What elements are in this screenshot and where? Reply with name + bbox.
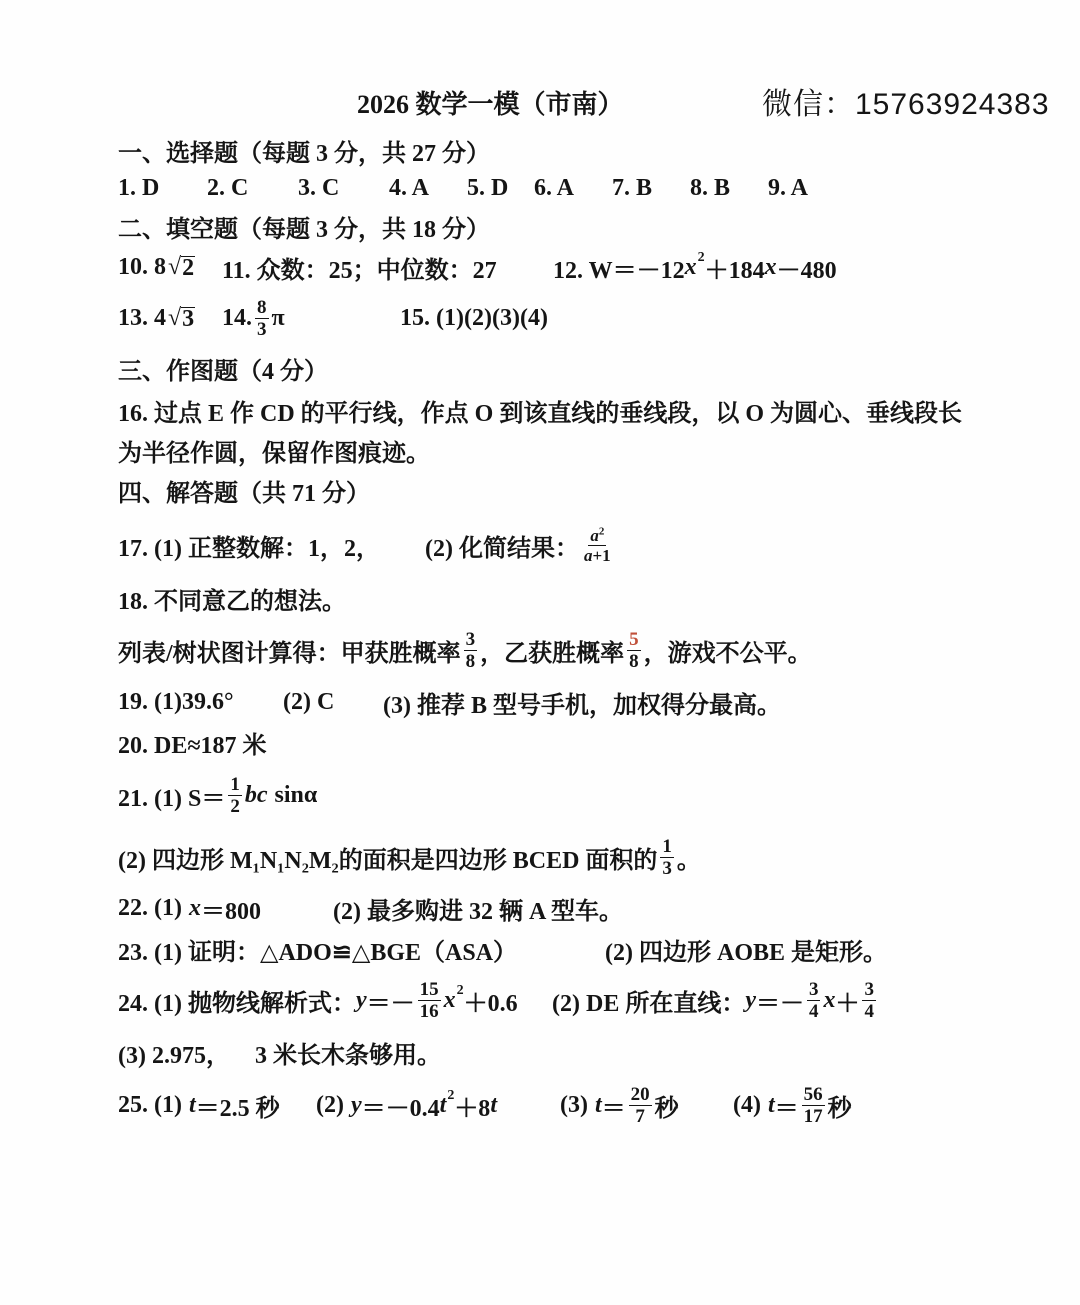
radicand-q10: 2: [182, 254, 195, 281]
answer-q12-lead: 12. W＝－12: [553, 257, 685, 284]
answer-q22-part2: (2) 最多购进 32 辆 A 型车。: [333, 898, 623, 925]
answer-q21-row-2: [0, 835, 1080, 879]
answer-q24-line-eq: ＝－: [755, 990, 804, 1017]
answer-q21-part2: [118, 835, 701, 879]
answer-choice-9: 9. A: [768, 174, 809, 201]
fraction-denominator: 3: [257, 318, 267, 340]
answer-q13-label: 13. 4: [118, 304, 166, 331]
denominator-tail: +1: [592, 545, 611, 565]
section-choice-heading-row: [0, 135, 1080, 165]
fraction-numerator: 20: [630, 1083, 650, 1105]
fraction-q24-intercept: [862, 980, 876, 1021]
fraction-q21-third: [660, 837, 674, 878]
answer-q25-p1-lead: 25. (1): [118, 1091, 182, 1118]
answer-q19-row: [0, 687, 1080, 717]
answer-q13: [118, 303, 195, 333]
answer-q18-row: [0, 583, 1080, 613]
answer-q24-part3-row: [0, 1037, 1080, 1067]
fraction-denominator: 16: [419, 1000, 439, 1022]
section-solve-heading-row: [0, 475, 1080, 505]
answer-q20: 20. DE≈187 米: [118, 732, 267, 759]
answer-q12: [553, 252, 837, 282]
fraction-denominator: 3: [662, 857, 672, 879]
answer-q18-tail: ，游戏不公平。: [643, 640, 812, 667]
answer-q14: [222, 296, 285, 340]
fraction-q24-slope: [807, 980, 821, 1021]
answer-q25-p2-exponent: 2: [447, 1088, 455, 1103]
fraction-denominator: 8: [629, 650, 639, 672]
fraction-denominator: 8: [465, 650, 476, 672]
fraction-numerator: [588, 524, 606, 546]
answer-choice-2: 2. C: [207, 174, 249, 201]
answer-q10-label: 10. 8: [118, 253, 166, 280]
fraction-numerator: 56: [803, 1083, 823, 1105]
answer-q24-line-plus: ＋: [835, 990, 860, 1017]
answer-q22-part1: [118, 893, 261, 923]
answer-q12-var2: x: [764, 253, 777, 280]
answer-q21-part2-lead: (2) 四边形 M₁N₁N₂M₂的面积是四边形 BCED 面积的: [118, 847, 658, 874]
answer-choice-5: 5. D: [467, 174, 509, 201]
answer-q22-lead: 22. (1): [118, 894, 182, 921]
answer-q24-row: [0, 978, 1080, 1022]
answer-q17-row: [0, 524, 1080, 565]
answer-q25-p4-eq: ＝: [774, 1095, 799, 1122]
answer-q25-p1-value: ＝2.5 秒: [195, 1095, 280, 1122]
denominator-var: a: [583, 545, 593, 565]
fraction-numerator: 15: [419, 978, 439, 1000]
answer-q23-row: [0, 934, 1080, 964]
answer-q16-row-2: [0, 435, 1080, 465]
answer-q25-p4-lead: (4): [733, 1091, 761, 1118]
answer-q11: 11. 众数：25；中位数：27: [222, 257, 497, 284]
answer-q24-eq: ＝－: [366, 990, 415, 1017]
section-heading-drawing: 三、作图题（4 分）: [118, 358, 328, 385]
answer-q24-y: y: [355, 986, 367, 1013]
answer-q12-var: x: [684, 253, 697, 280]
fraction-q21-half: [228, 775, 242, 816]
answer-q22-var: x: [188, 894, 201, 921]
answer-q14-label: 14.: [222, 304, 252, 331]
answer-q18-lead: 列表/树状图计算得：甲获胜概率: [118, 640, 461, 667]
fraction-numerator: 5: [629, 628, 639, 650]
answer-q25-p1-var: t: [188, 1091, 196, 1118]
answer-q24-part1: [118, 978, 518, 1022]
answer-q18: 18. 不同意乙的想法。: [118, 588, 346, 615]
answer-q23-part1: 23. (1) 证明：△ADO≌△BGE（ASA）: [118, 939, 518, 966]
sqrt-q10: [168, 254, 195, 281]
answer-q24-exponent: 2: [456, 983, 464, 998]
answer-q24-line-y: y: [745, 986, 756, 1013]
answer-q16-row-1: [0, 395, 1080, 425]
fill-answers-row-1: [0, 252, 1080, 282]
answer-q12-tail: －480: [776, 257, 837, 284]
answer-q12-mid: ＋184: [704, 257, 765, 284]
answer-q25-row: [0, 1083, 1080, 1127]
answer-q16-line-1: 16. 过点 E 作 CD 的平行线，作点 O 到该直线的垂线段，以 O 为圆心、垂线段长: [118, 400, 963, 427]
fraction-numerator: 3: [864, 978, 874, 1000]
answer-q24-part2: [552, 978, 879, 1022]
answer-choice-6: 6. A: [534, 174, 575, 201]
numerator-exponent: 2: [598, 524, 605, 537]
answer-q18-mid: ，乙获胜概率: [480, 640, 625, 667]
answer-q17-part2: [425, 524, 616, 565]
answer-q17-part1: 17. (1) 正整数解：1，2，: [118, 535, 380, 562]
section-heading-choice: 一、选择题（每题 3 分，共 27 分）: [118, 140, 490, 167]
fraction-q24-coef: [418, 980, 441, 1021]
fraction-denominator: 17: [803, 1105, 823, 1127]
answer-q25-p3-lead: (3): [560, 1091, 588, 1118]
page-title: 2026 数学一模（市南）: [357, 90, 624, 119]
answer-q22-value: ＝800: [200, 898, 261, 925]
radicand-q13: 3: [182, 305, 195, 332]
fraction-numerator: 8: [257, 296, 267, 318]
answer-q25-p3-eq: ＝: [601, 1095, 626, 1122]
answer-q17-part2-label: (2) 化简结果：: [425, 535, 579, 562]
answer-q23-part2: (2) 四边形 AOBE 是矩形。: [605, 939, 887, 966]
answer-q21-part2-tail: 。: [676, 847, 701, 874]
fraction-numerator: 3: [808, 978, 819, 1000]
answer-q25-p4-unit: 秒: [827, 1095, 852, 1122]
answer-q14-pi: π: [271, 304, 285, 331]
answer-q21-sine: sinα: [274, 781, 318, 808]
answer-choice-8: 8. B: [690, 174, 731, 201]
answer-q24-const: ＋0.6: [463, 990, 518, 1017]
radical-sign: √: [168, 253, 182, 280]
answer-q24-part3-conclusion: 3 米长木条够用。: [255, 1042, 441, 1069]
numerator-var: a: [590, 525, 599, 545]
answer-q12-exponent: 2: [697, 250, 705, 265]
answer-q19-part1: 19. (1)39.6°: [118, 688, 234, 715]
answer-q25-part4: [733, 1083, 852, 1127]
section-heading-solve: 四、解答题（共 71 分）: [118, 480, 370, 507]
fill-answers-row-2: [0, 296, 1080, 340]
answer-q25-part2: [316, 1090, 497, 1120]
fraction-numerator: 1: [662, 835, 672, 857]
answer-q25-part1: [118, 1090, 280, 1120]
answer-q10: [118, 252, 195, 282]
radical-sign: √: [168, 304, 182, 331]
answer-q18-detail: [118, 628, 812, 672]
fraction-denominator: 2: [230, 795, 240, 817]
answer-q16-line-2: 为半径作圆，保留作图痕迹。: [118, 440, 430, 467]
answer-q24-line-x: x: [823, 986, 836, 1013]
fraction-denominator: 7: [635, 1105, 645, 1127]
fraction-q17: [582, 524, 613, 565]
answer-choice-1: 1. D: [118, 174, 160, 201]
answer-choice-7: 7. B: [612, 174, 653, 201]
answer-q19-part3: (3) 推荐 B 型号手机，加权得分最高。: [383, 692, 781, 719]
fraction-denominator: 4: [864, 1000, 874, 1022]
answer-q21-part1-lead: 21. (1) S＝: [118, 785, 226, 812]
sqrt-q13: [168, 305, 195, 332]
answer-q25-p2-mid: ＝－0.4: [361, 1095, 440, 1122]
answer-q25-p4-var: t: [767, 1091, 775, 1118]
fraction-q25-p3: [629, 1085, 652, 1126]
fraction-numerator: 3: [465, 628, 476, 650]
answer-q21-part1: [118, 773, 318, 817]
answer-q19-part2: (2) C: [283, 688, 335, 715]
fraction-numerator: 1: [230, 773, 240, 795]
answer-q21-row-1: [0, 773, 1080, 817]
answer-q15: 15. (1)(2)(3)(4): [400, 304, 548, 331]
answer-q22-row: [0, 893, 1080, 923]
answer-q25-part3: [560, 1083, 679, 1127]
section-heading-fill: 二、填空题（每题 3 分，共 18 分）: [118, 216, 490, 243]
fraction-q25-p4: [802, 1085, 825, 1126]
fraction-denominator: 4: [808, 1000, 819, 1022]
answer-q25-p2-t: t: [439, 1091, 447, 1118]
fraction-denominator: [582, 546, 613, 564]
answer-q24-x: x: [443, 986, 456, 1013]
answer-q25-p2-mid2: ＋8: [454, 1095, 491, 1122]
answer-q25-p2-lead: (2): [316, 1091, 344, 1118]
answer-q25-p3-var: t: [594, 1091, 602, 1118]
answer-q21-vars: bc: [244, 781, 268, 808]
fraction-q14: [255, 298, 269, 339]
fraction-prob-yi: [627, 630, 641, 671]
answer-q18-detail-row: [0, 628, 1080, 672]
answer-choice-4: 4. A: [389, 174, 430, 201]
answer-q24-part2-lead: (2) DE 所在直线：: [552, 990, 746, 1017]
answer-q25-p3-unit: 秒: [654, 1095, 679, 1122]
fraction-prob-jia: [464, 630, 478, 671]
wechat-contact: 微信：15763924383: [762, 88, 1050, 121]
answer-q24-part3-value: (3) 2.975，: [118, 1042, 230, 1069]
answer-q24-part1-lead: 24. (1) 抛物线解析式：: [118, 990, 356, 1017]
section-fill-heading-row: [0, 211, 1080, 241]
section-drawing-heading-row: [0, 353, 1080, 383]
answer-q25-p2-t2: t: [490, 1091, 497, 1118]
answer-q20-row: [0, 727, 1080, 757]
answer-q25-p2-var: y: [350, 1091, 362, 1118]
choice-answers-row: [0, 173, 1080, 203]
answer-choice-3: 3. C: [298, 174, 340, 201]
